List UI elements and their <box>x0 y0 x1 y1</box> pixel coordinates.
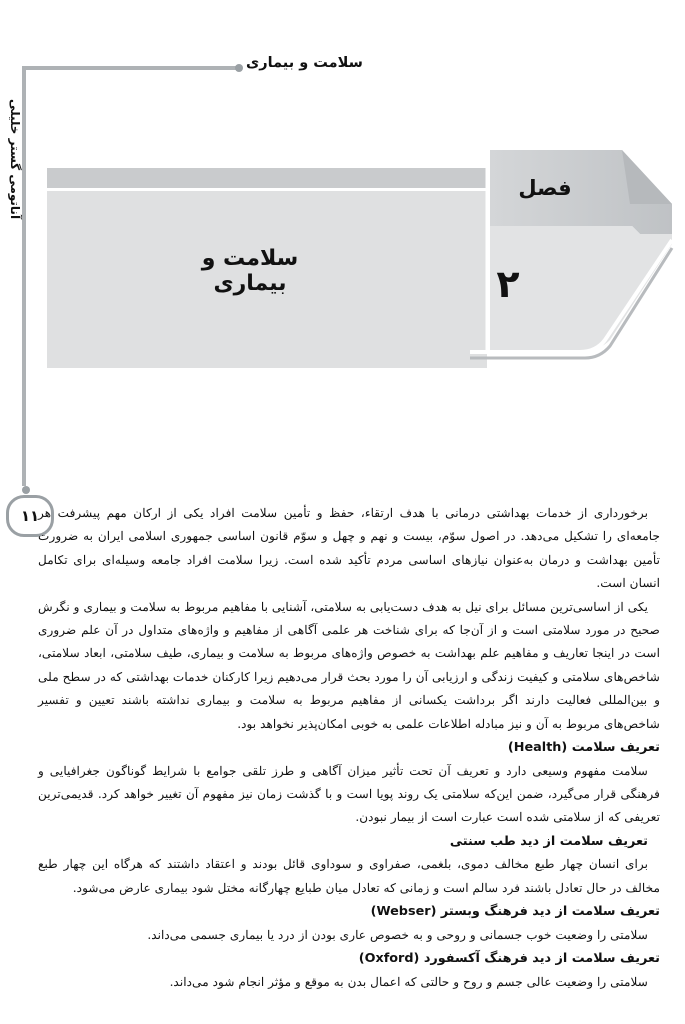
heading-webster: تعریف سلامت از دید فرهنگ وبستر (Webser) <box>370 904 660 920</box>
side-label: آناتومی گستر خلیلی <box>8 98 22 220</box>
heading-oxford: تعریف سلامت از دید فرهنگ آکسفورد (Oxford) <box>358 951 660 967</box>
paragraph-intro: برخورداری از خدمات بهداشتی درمانی با هدف ارتقاء، حفظ و تأمین سلامت افراد یکی از ارکان مهم پیشرفت هر جامعه‌ای را تشکیل می‌دهد. در اصول سوّم، بیست و نهم و چهل و سوّم قانون اساسی جمهوری اسلامی ایران به ضرورت تأمین بهداشت و درمان به‌عنوان نیازهای اساسی مردم تأکید شده است. زیرا سلامت افراد جامعه وسیله‌ای برای تکامل انسان است. <box>38 506 660 591</box>
paragraph-webster: سلامتی را وضعیت خوب جسمانی و روحی و به خصوص عاری بودن از درد یا بیماری جسمی می‌داند. <box>147 927 648 942</box>
paragraph-health-definition: سلامت مفهوم وسیعی دارد و تعریف آن تحت تأثیر میزان آگاهی و طرز تلقی جوامع با شرایط گوناگون جغرافیایی و فرهنگی قرار می‌گیرد، ضمن این‌که سلامتی یک روند پویا است و با گذشت زمان نیز مفهوم آن تغییر خواهد کرد. قدیمی‌ترین تعریفی که از سلامتی شده است عبارت است از بیمار نبودن. <box>38 763 660 825</box>
header-rule <box>22 66 240 70</box>
chapter-number: ۲ <box>496 262 520 306</box>
running-title: سلامت و بیماری <box>246 55 363 71</box>
page-number-bullet <box>22 486 30 494</box>
page-number: ۱۱ <box>20 507 40 525</box>
chapter-title: سلامت و بیماری <box>201 246 299 296</box>
banner-top-band <box>47 168 487 190</box>
body-text <box>38 502 660 994</box>
heading-traditional-medicine: تعریف سلامت از دید طب سنتی <box>449 833 648 849</box>
paragraph-concepts: یکی از اساسی‌ترین مسائل برای نیل به هدف دست‌یابی به سلامتی، آشنایی با مفاهیم مربوط به سلامت و بیماری و نگرش صحیح در مورد سلامتی است و از آن‌جا که برای شناخت هر علمی آگاهی از مفاهیم و واژه‌های متداول در آن علم ضروری است در اینجا تعاریف و مفاهیم علم بهداشت به خصوص واژه‌های مربوط به سلامت و بیماری، طیف سلامتی، ابعاد سلامتی، شاخص‌های سلامتی و کیفیت زندگی و ارزیابی آن را مورد بحث قرار می‌دهیم زیرا کارکنان خدمات بهداشتی که در سطح ملی و بین‌المللی فعالیت دارند اگر برداشت یکسانی از مفاهیم مربوط به سلامت و بیماری نداشته باشند تعیین و تفسیر شاخص‌های مربوط به آن و نیز مبادله اطلاعات علمی به خوبی امکان‌پذیر نخواهد بود. <box>38 599 660 731</box>
header-bullet <box>235 64 243 72</box>
paragraph-oxford: سلامتی را وضعیت عالی جسم و روح و حالتی که اعمال بدن به موقع و مؤثر انجام شود می‌داند. <box>169 974 648 989</box>
paragraph-traditional-medicine: برای انسان چهار طبع مخالف دموی، بلغمی، صفراوی و سوداوی قائل بودند و اعتقاد داشتند که هرگاه این چهار طبع مخالف در حال تعادل باشند فرد سالم است و زمانی که تعادل میان طبایع چهارگانه مختل شود بیماری عارض می‌شود. <box>38 857 660 895</box>
chapter-label: فصل <box>518 176 572 200</box>
heading-health-definition: تعریف سلامت (Health) <box>507 740 660 756</box>
chapter-banner <box>0 150 685 390</box>
